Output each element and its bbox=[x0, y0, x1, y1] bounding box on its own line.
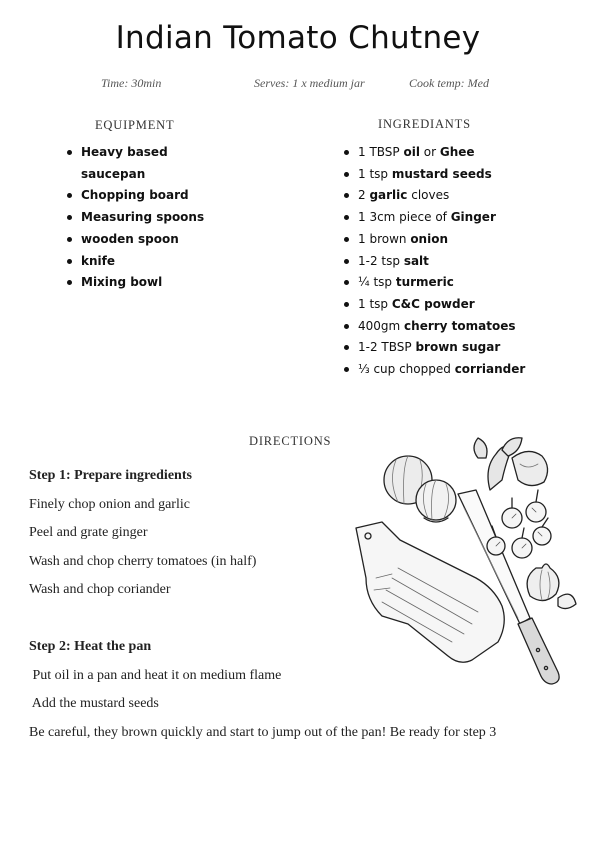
ingredients-item bbox=[358, 251, 525, 273]
ingredients-item-text: cherry tomatoes bbox=[404, 318, 516, 333]
ingredients-item-text: brown sugar bbox=[415, 340, 501, 355]
equipment-item bbox=[81, 272, 204, 294]
ingredients-item bbox=[358, 185, 525, 207]
ingredients-item-text: corriander bbox=[454, 362, 526, 377]
ingredients-item-text: turmeric bbox=[395, 275, 454, 290]
direction-line: Finely chop onion and garlic bbox=[29, 497, 190, 512]
equipment-item-text: Measuring spoons bbox=[81, 210, 205, 225]
ingredients-item-text: salt bbox=[403, 253, 429, 268]
ingredients-item bbox=[358, 294, 525, 316]
ingredients-item-text: Ginger bbox=[450, 210, 496, 225]
ingredients-item-text: 1 brown bbox=[358, 231, 411, 246]
direction-line: Put oil in a pan and heat it on medium flame bbox=[29, 668, 282, 683]
ingredients-item bbox=[358, 207, 525, 229]
equipment-item-text: knife bbox=[81, 253, 115, 268]
ingredients-item-text: 1-2 tsp bbox=[358, 253, 404, 268]
direction-line: Add the mustard seeds bbox=[29, 696, 159, 711]
equipment-item bbox=[81, 251, 204, 273]
meta-serves: Serves: 1 x medium jar bbox=[254, 76, 365, 90]
direction-line: Wash and chop cherry tomatoes (in half) bbox=[29, 554, 257, 569]
ingredients-item-text: 1 3cm piece of bbox=[358, 210, 451, 225]
ingredients-item-text: 1 TBSP bbox=[358, 145, 404, 159]
ingredients-item-text: 1-2 TBSP bbox=[358, 340, 416, 355]
ingredients-item-text: cloves bbox=[407, 188, 450, 203]
ingredients-item-text: 2 bbox=[358, 188, 370, 203]
ingredients-item-text: Ghee bbox=[439, 145, 475, 159]
equipment-list bbox=[81, 142, 204, 294]
ingredients-item bbox=[358, 229, 525, 251]
ingredients-item bbox=[358, 337, 525, 359]
ingredients-item bbox=[358, 359, 525, 381]
ingredients-item-text: C&C powder bbox=[391, 296, 475, 311]
equipment-item bbox=[81, 164, 204, 186]
equipment-item bbox=[81, 185, 204, 207]
ingredients-item-text: 1 tsp bbox=[358, 166, 392, 181]
equipment-item-text: wooden spoon bbox=[81, 231, 179, 246]
ingredients-item-text: ¼ tsp bbox=[358, 275, 396, 290]
ingredients-list bbox=[358, 142, 525, 381]
cutting-board-knife-vegetables-illustration bbox=[352, 428, 580, 690]
meta-cook-temp: Cook temp: Med bbox=[409, 76, 489, 90]
ingredients-item-text: mustard seeds bbox=[391, 166, 492, 181]
direction-step-2-heading: Step 2: Heat the pan bbox=[29, 639, 152, 654]
equipment-item bbox=[81, 142, 204, 164]
meta-time: Time: 30min bbox=[101, 76, 162, 90]
ingredients-heading: INGREDIANTS bbox=[378, 117, 471, 131]
ingredients-item-text: garlic bbox=[369, 188, 408, 203]
ingredients-item bbox=[358, 316, 525, 338]
direction-line: Wash and chop coriander bbox=[29, 582, 171, 597]
ingredients-item-text: 400gm bbox=[358, 318, 405, 333]
equipment-heading: EQUIPMENT bbox=[95, 118, 175, 132]
ingredients-item-text: oil bbox=[403, 145, 420, 159]
ingredients-item-text: 1 tsp bbox=[358, 296, 392, 311]
equipment-item-text: Heavy based bbox=[81, 145, 168, 159]
ingredients-item-text: ⅓ cup chopped bbox=[358, 362, 455, 377]
direction-line: Peel and grate ginger bbox=[29, 525, 148, 540]
direction-line: Be careful, they brown quickly and start to jump out of the pan! Be ready for step 3 bbox=[29, 725, 497, 740]
ingredients-item-text: onion bbox=[410, 231, 448, 246]
equipment-item-text: Chopping board bbox=[81, 188, 189, 203]
direction-step-1-heading: Step 1: Prepare ingredients bbox=[29, 468, 192, 483]
equipment-item bbox=[81, 207, 204, 229]
ingredients-item bbox=[358, 272, 525, 294]
ingredients-item-text: or bbox=[419, 145, 440, 159]
equipment-item-text: saucepan bbox=[81, 166, 146, 181]
ingredients-item bbox=[358, 142, 525, 164]
equipment-item-text: Mixing bowl bbox=[81, 275, 163, 290]
recipe-title: Indian Tomato Chutney bbox=[115, 20, 481, 56]
directions-heading: DIRECTIONS bbox=[249, 434, 332, 448]
equipment-item bbox=[81, 229, 204, 251]
ingredients-item bbox=[358, 164, 525, 186]
